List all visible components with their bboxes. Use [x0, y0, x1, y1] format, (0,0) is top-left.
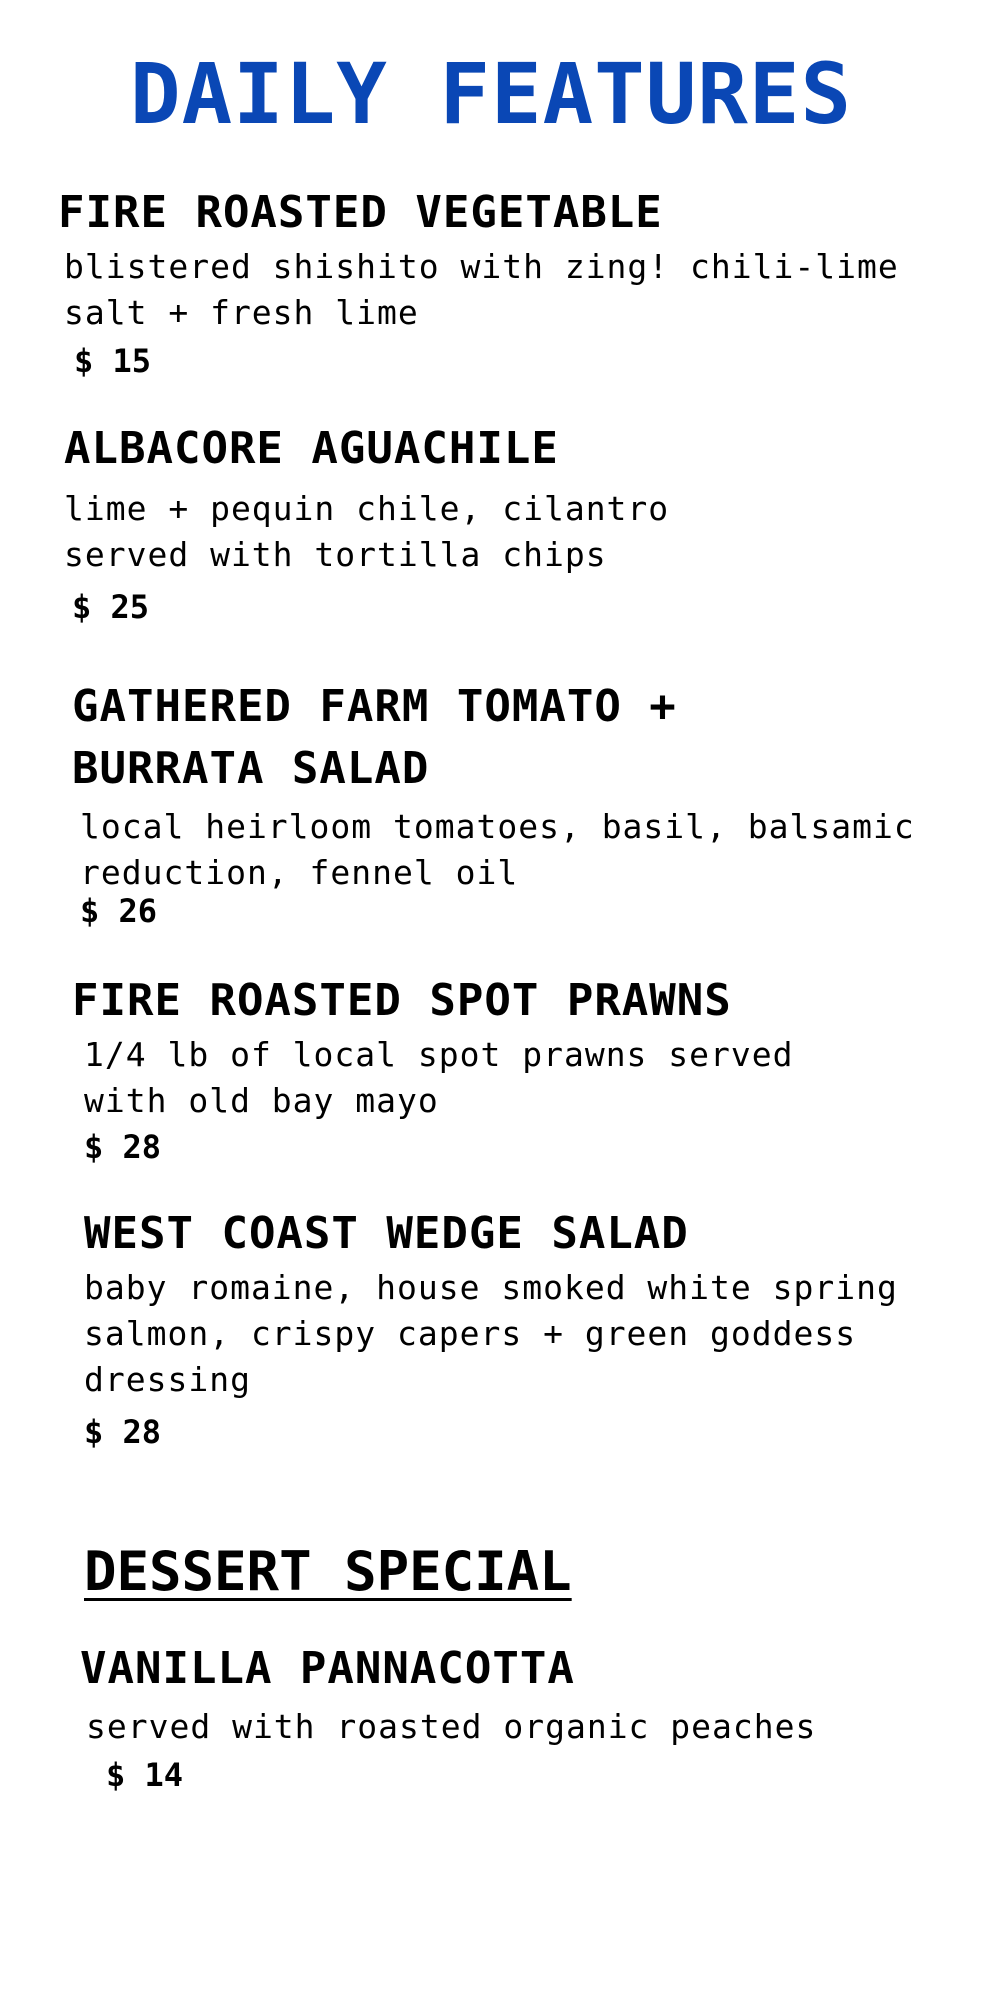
item-name: FIRE ROASTED VEGETABLE — [58, 187, 663, 238]
item-description-line: blistered shishito with zing! chili-lime — [64, 247, 899, 286]
item-price: $ 28 — [84, 1413, 162, 1451]
dessert-section-title: DESSERT SPECIAL — [84, 1540, 572, 1603]
item-description-line: 1/4 lb of local spot prawns served — [84, 1035, 794, 1074]
menu-item-vanilla-pannacotta — [80, 1638, 816, 1798]
item-description-line: lime + pequin chile, cilantro — [64, 489, 670, 528]
item-description-line: baby romaine, house smoked white spring — [84, 1268, 898, 1307]
item-name: FIRE ROASTED SPOT PRAWNS — [72, 975, 732, 1026]
menu-item-albacore-aguachile — [64, 418, 669, 630]
item-description-line: salmon, crispy capers + green goddess — [84, 1314, 857, 1353]
item-description-line: local heirloom tomatoes, basil, balsamic — [80, 807, 915, 846]
item-description-line: reduction, fennel oil — [80, 853, 519, 892]
menu-item-wedge-salad — [84, 1203, 898, 1455]
item-name: VANILLA PANNACOTTA — [80, 1643, 575, 1694]
item-description-line: salt + fresh lime — [64, 293, 419, 332]
item-price: $ 28 — [84, 1128, 162, 1166]
item-name-line: BURRATA SALAD — [72, 743, 430, 794]
page-title: DAILY FEATURES — [130, 45, 853, 143]
item-price: $ 25 — [72, 588, 150, 626]
menu-item-spot-prawns — [72, 970, 794, 1170]
menu-item-fire-roasted-vegetable — [58, 182, 899, 384]
item-description: served with roasted organic peaches — [86, 1707, 817, 1746]
item-name-line: GATHERED FARM TOMATO + — [72, 681, 677, 732]
menu-item-tomato-burrata-salad — [72, 676, 915, 934]
item-description-line: with old bay mayo — [84, 1081, 439, 1120]
item-price: $ 26 — [80, 892, 158, 930]
item-description-line: served with tortilla chips — [64, 535, 607, 574]
item-name: ALBACORE AGUACHILE — [64, 423, 559, 474]
item-name: WEST COAST WEDGE SALAD — [84, 1208, 689, 1259]
item-price: $ 15 — [74, 342, 152, 380]
item-description-line: dressing — [84, 1360, 251, 1399]
item-price: $ 14 — [106, 1756, 184, 1794]
